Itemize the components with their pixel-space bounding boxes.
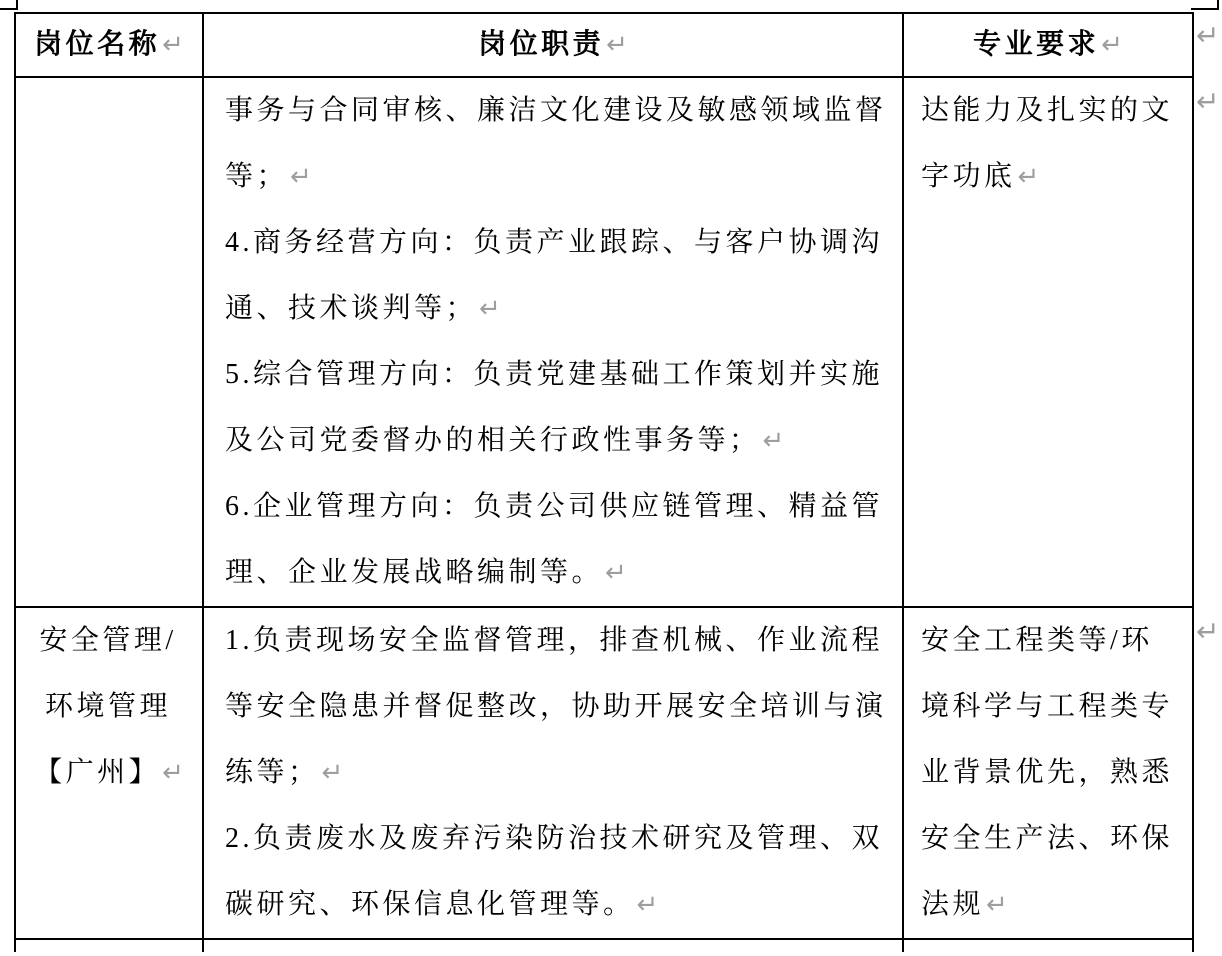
header-cell-requirements[interactable]: [903, 13, 1193, 77]
text-line: 练等；↵: [225, 757, 344, 788]
paragraph-mark: ↵: [162, 30, 184, 60]
text-line: 达能力及扎实的文: [921, 95, 1174, 126]
paragraph-mark: ↵: [605, 558, 627, 588]
previous-table-corner-left: [0, 0, 18, 10]
text-line: 安全工程类等/环: [921, 625, 1153, 656]
text-line: 安全管理/: [39, 625, 177, 656]
requirements-cell-partial[interactable]: [903, 939, 1193, 952]
paragraph-mark: ↵: [321, 758, 344, 788]
next-row-partial: [15, 939, 1193, 952]
table-row-safety-management: [15, 607, 1193, 939]
table-row-continued: [15, 77, 1193, 607]
text-line: 【广州】↵: [34, 757, 184, 788]
paragraph-mark: ↵: [162, 758, 184, 788]
text-line: 1.负责现场安全监督管理，排查机械、作业流程: [225, 625, 884, 656]
text-line: 事务与合同审核、廉洁文化建设及敏感领域监督: [225, 95, 887, 126]
header-label: 岗位名称: [34, 29, 161, 60]
position-name-cell[interactable]: [15, 607, 203, 939]
requirements-cell[interactable]: [903, 77, 1193, 607]
text-line: 6.企业管理方向：负责公司供应链管理、精益管: [225, 491, 884, 522]
text-line: 业背景优先，熟悉: [921, 757, 1174, 788]
header-cell-duties[interactable]: [203, 13, 903, 77]
text-line: 及公司党委督办的相关行政性事务等；↵: [225, 425, 785, 456]
text-line: 碳研究、环保信息化管理等。↵: [225, 889, 659, 920]
duties-cell[interactable]: [203, 607, 903, 939]
text-line: 环境管理: [44, 691, 171, 722]
text-line: 通、技术谈判等；↵: [225, 293, 501, 324]
text-line: 理、企业发展战略编制等。↵: [225, 557, 627, 588]
requirements-cell[interactable]: [903, 607, 1193, 939]
row-end-mark: ↵: [1196, 19, 1220, 52]
header-cell-position-name[interactable]: [15, 13, 203, 77]
row-end-mark: ↵: [1196, 615, 1220, 648]
text-line: 2.负责废水及废弃污染防治技术研究及管理、双: [225, 823, 884, 854]
paragraph-mark: ↵: [290, 162, 312, 192]
paragraph-mark: ↵: [986, 890, 1008, 920]
text-line: 境科学与工程类专: [921, 691, 1174, 722]
paragraph-mark: ↵: [606, 30, 628, 60]
text-line: 等安全隐患并督促整改，协助开展安全培训与演: [225, 691, 887, 722]
duties-cell-partial[interactable]: [203, 939, 903, 952]
position-name-cell-empty[interactable]: [15, 77, 203, 607]
paragraph-mark: ↵: [1101, 30, 1123, 60]
previous-table-corner-right: [1191, 0, 1219, 10]
paragraph-mark: ↵: [479, 294, 501, 324]
duties-cell[interactable]: [203, 77, 903, 607]
header-label: 专业要求: [973, 29, 1100, 60]
text-line: 安全生产法、环保: [921, 823, 1174, 854]
header-label: 岗位职责: [478, 29, 605, 60]
text-line: 字功底↵: [921, 161, 1040, 192]
text-line: 4.商务经营方向：负责产业跟踪、与客户协调沟: [225, 227, 884, 258]
row-end-mark: ↵: [1196, 85, 1220, 118]
position-name-cell-partial[interactable]: [15, 939, 203, 952]
header-row: [15, 13, 1193, 77]
paragraph-mark: ↵: [1017, 162, 1040, 192]
text-line: 5.综合管理方向：负责党建基础工作策划并实施: [225, 359, 884, 390]
text-line: 等；↵: [225, 161, 312, 192]
recruitment-table: [14, 12, 1194, 952]
paragraph-mark: ↵: [636, 890, 659, 920]
text-line: 法规↵: [921, 889, 1008, 920]
paragraph-mark: ↵: [762, 426, 785, 456]
